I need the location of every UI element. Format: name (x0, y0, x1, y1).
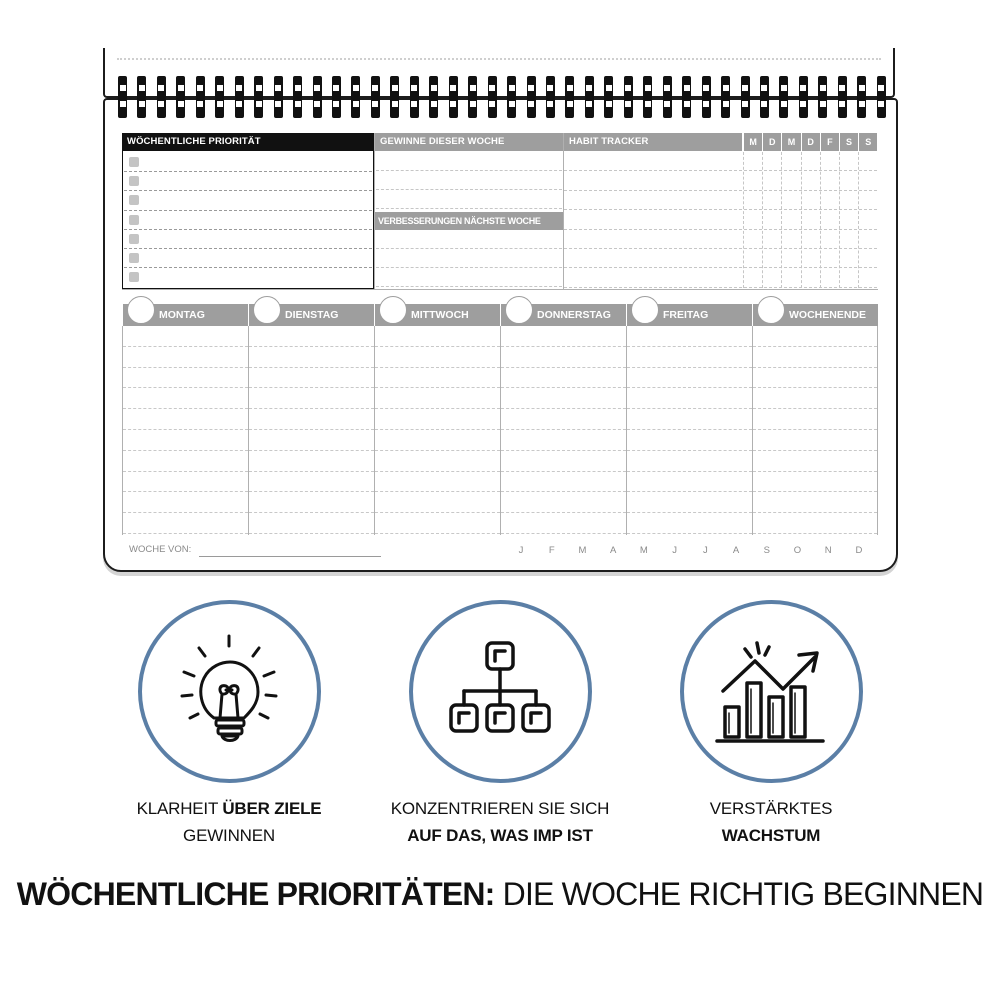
spiral-ring (624, 76, 633, 118)
divider (374, 133, 375, 289)
spiral-ring (429, 76, 438, 118)
weekday-header (249, 304, 374, 326)
month-letter[interactable]: J (702, 545, 708, 556)
weekday-label: MITTWOCH (411, 309, 469, 321)
feature-clarity (99, 600, 359, 849)
feature-growth (641, 600, 901, 849)
spiral-ring (390, 76, 399, 118)
spiral-ring (118, 76, 127, 118)
hierarchy-icon (445, 637, 555, 747)
note-line (123, 368, 248, 389)
note-line (501, 451, 626, 472)
habit-day-header: D (762, 133, 781, 151)
note-line (249, 368, 374, 389)
spiral-ring (604, 76, 613, 118)
note-line (123, 388, 248, 409)
habit-tracker-title: HABIT TRACKER (564, 133, 742, 151)
spiral-ring (799, 76, 808, 118)
month-letter[interactable]: A (609, 545, 617, 556)
habit-grid-column (762, 152, 763, 288)
priority-row (124, 268, 372, 287)
date-circle[interactable] (631, 296, 659, 324)
note-line (123, 513, 248, 534)
feature-caption: VERSTÄRKTES WACHSTUM (709, 799, 833, 845)
note-line (753, 451, 877, 472)
perforation-dots (117, 58, 881, 60)
growth-chart-icon (711, 637, 831, 747)
note-line (123, 472, 248, 493)
spiral-ring (176, 76, 185, 118)
habit-day-header: S (858, 133, 877, 151)
note-line (375, 409, 500, 430)
weekday-column (374, 326, 500, 535)
note-line (249, 513, 374, 534)
note-line (753, 347, 877, 368)
weekday-column (752, 326, 878, 535)
note-line (249, 347, 374, 368)
feature-circle (409, 600, 592, 783)
weekday-label: WOCHENENDE (789, 309, 867, 321)
spiral-ring (663, 76, 672, 118)
month-letter[interactable]: F (548, 545, 555, 556)
month-letter[interactable]: J (518, 545, 524, 556)
note-line (501, 326, 626, 347)
priority-checkbox[interactable] (129, 176, 139, 186)
spiral-ring (410, 76, 419, 118)
date-circle[interactable] (379, 296, 407, 324)
feature-caption: KLARHEIT ÜBER ZIELE GEWINNEN (136, 799, 322, 845)
spiral-ring (857, 76, 866, 118)
month-letter[interactable]: M (639, 545, 648, 556)
note-line (627, 326, 752, 347)
priority-row (124, 249, 372, 268)
month-letter[interactable]: S (763, 545, 770, 556)
spiral-ring (371, 76, 380, 118)
spiral-ring (468, 76, 477, 118)
spiral-ring (721, 76, 730, 118)
note-line (375, 472, 500, 493)
note-line (501, 513, 626, 534)
note-line (375, 388, 500, 409)
note-line (627, 368, 752, 389)
priority-row (124, 230, 372, 249)
note-line (753, 492, 877, 513)
weekday-label: FREITAG (663, 309, 709, 321)
note-line (123, 451, 248, 472)
spiral-ring (527, 76, 536, 118)
month-letter[interactable]: J (672, 545, 677, 556)
note-line (753, 368, 877, 389)
habit-grid-column (801, 152, 802, 288)
divider (122, 289, 878, 290)
note-line (627, 451, 752, 472)
date-circle[interactable] (505, 296, 533, 324)
spiral-ring (779, 76, 788, 118)
habit-tracker-grid (743, 152, 877, 288)
priority-checkbox[interactable] (129, 195, 139, 205)
month-letter[interactable]: A (732, 545, 740, 556)
improvements-lines (376, 230, 562, 287)
note-line (501, 388, 626, 409)
habit-day-header: F (820, 133, 839, 151)
spiral-ring (274, 76, 283, 118)
weekday-label: DIENSTAG (285, 309, 339, 321)
priority-row (124, 153, 372, 172)
spiral-ring (507, 76, 516, 118)
note-line (123, 492, 248, 513)
note-line (627, 388, 752, 409)
habit-day-header: M (743, 133, 762, 151)
date-circle[interactable] (253, 296, 281, 324)
spiral-ring (565, 76, 574, 118)
note-line (375, 347, 500, 368)
spiral-ring (760, 76, 769, 118)
weekday-header (123, 304, 248, 326)
spiral-ring (293, 76, 302, 118)
priority-checkbox[interactable] (129, 157, 139, 167)
note-line (123, 430, 248, 451)
spiral-ring (585, 76, 594, 118)
weekday-header (501, 304, 626, 326)
note-line (501, 368, 626, 389)
priorities-list (124, 153, 372, 287)
habit-day-header: M (781, 133, 800, 151)
month-selector (510, 545, 870, 556)
note-line (249, 388, 374, 409)
priority-checkbox[interactable] (129, 253, 139, 263)
spiral-ring (741, 76, 750, 118)
spiral-ring (351, 76, 360, 118)
spiral-ring (546, 76, 555, 118)
weekday-header (627, 304, 752, 326)
note-line (501, 492, 626, 513)
note-line (627, 472, 752, 493)
spiral-ring (313, 76, 322, 118)
priority-checkbox[interactable] (129, 234, 139, 244)
spiral-ring (235, 76, 244, 118)
priority-checkbox[interactable] (129, 272, 139, 282)
note-line (123, 326, 248, 347)
improvements-title: VERBESSERUNGEN NÄCHSTE WOCHE (375, 212, 563, 230)
spiral-ring (137, 76, 146, 118)
spiral-binding (118, 76, 886, 120)
week-from-line (199, 556, 381, 557)
feature-circle (680, 600, 863, 783)
habit-day-header: S (839, 133, 858, 151)
habit-day-headers (743, 133, 877, 151)
habit-grid-column (781, 152, 782, 288)
feature-caption: KONZENTRIEREN SIE SICH AUF DAS, WAS IMP IST (390, 799, 610, 845)
spiral-ring (196, 76, 205, 118)
weekday-header (375, 304, 500, 326)
month-letter[interactable]: O (793, 545, 802, 556)
wins-title: GEWINNE DIESER WOCHE (375, 133, 563, 151)
spiral-ring (488, 76, 497, 118)
spiral-ring (877, 76, 886, 118)
priority-row (124, 191, 372, 210)
divider (563, 133, 564, 289)
note-line (753, 388, 877, 409)
month-letter[interactable]: D (855, 545, 863, 556)
habit-grid-column (839, 152, 840, 288)
weekday-column (122, 326, 248, 535)
note-line (753, 430, 877, 451)
feature-circle (138, 600, 321, 783)
note-line (375, 368, 500, 389)
weekday-label: DONNERSTAG (537, 309, 611, 321)
priority-checkbox[interactable] (129, 215, 139, 225)
habit-grid-column (858, 152, 859, 288)
note-line (627, 492, 752, 513)
priority-row (124, 211, 372, 230)
weekday-label: MONTAG (159, 309, 205, 321)
note-line (375, 492, 500, 513)
note-line (375, 430, 500, 451)
month-letter[interactable]: M (578, 545, 587, 556)
note-line (627, 430, 752, 451)
month-letter[interactable]: N (824, 545, 832, 556)
spiral-ring (157, 76, 166, 118)
spiral-ring (332, 76, 341, 118)
weekday-column (248, 326, 374, 535)
spiral-ring (215, 76, 224, 118)
note-line (501, 347, 626, 368)
date-circle[interactable] (757, 296, 785, 324)
spiral-ring (818, 76, 827, 118)
note-line (375, 513, 500, 534)
note-line (627, 347, 752, 368)
note-line (249, 409, 374, 430)
note-line (249, 472, 374, 493)
spiral-ring (449, 76, 458, 118)
weekday-column (500, 326, 626, 535)
spiral-ring (838, 76, 847, 118)
habit-grid-column (743, 152, 744, 288)
note-line (249, 492, 374, 513)
note-line (753, 326, 877, 347)
spiral-ring (702, 76, 711, 118)
note-line (249, 326, 374, 347)
priorities-title: WÖCHENTLICHE PRIORITÄT (122, 133, 374, 151)
week-from-label: WOCHE VON: (129, 544, 192, 555)
note-line (123, 409, 248, 430)
note-line (627, 513, 752, 534)
weekday-column (626, 326, 752, 535)
note-line (753, 409, 877, 430)
note-line (249, 430, 374, 451)
weekday-header (753, 304, 878, 326)
priority-row (124, 172, 372, 191)
note-line (249, 451, 374, 472)
habit-day-header: D (801, 133, 820, 151)
note-line (501, 472, 626, 493)
note-line (375, 326, 500, 347)
note-line (753, 472, 877, 493)
wins-lines (376, 152, 562, 209)
note-line (627, 409, 752, 430)
note-line (501, 409, 626, 430)
spiral-ring (682, 76, 691, 118)
page-headline: WÖCHENTLICHE PRIORITÄTEN: DIE WOCHE RICHTIG BEGINNEN (16, 876, 984, 912)
feature-focus (370, 600, 630, 849)
spiral-ring (254, 76, 263, 118)
spiral-ring (643, 76, 652, 118)
note-line (375, 451, 500, 472)
note-line (753, 513, 877, 534)
note-line (501, 430, 626, 451)
note-line (123, 347, 248, 368)
habit-grid-column (820, 152, 821, 288)
lightbulb-icon (174, 632, 284, 752)
date-circle[interactable] (127, 296, 155, 324)
